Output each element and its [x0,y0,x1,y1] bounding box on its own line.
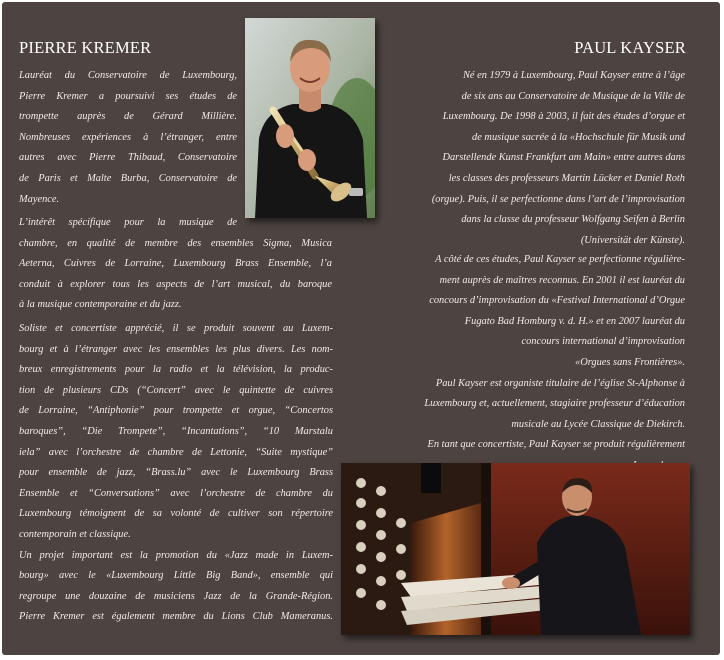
bio-line: (Universität der Künste). [580,234,685,246]
bio-line: Un projet important est la promotion du «Jazz made in Luxem- [19,549,333,561]
kayser-bio-paragraph-2 [355,250,685,497]
kremer-portrait-photo [245,18,375,218]
bio-line: Darstellende Kunst Frankfurt am Main» entre autres dans [442,152,685,164]
bio-line: dans la classe du professeur Wolfgang Seifen à Berlin [461,214,685,226]
bio-line: «Orgues sans Frontières». [575,356,685,368]
bio-line: ment auprès de maîtres reconnus. En 2001 il est lauréat du [439,274,685,286]
bio-line: contemporain et classique. [19,528,131,540]
bio-line: Nombreuses expériences à l’étranger, entre [19,131,237,143]
bio-line: En tant que concertiste, Paul Kayser se produit régulièrement [427,439,685,451]
bio-line: Luxembourg. De 1998 à 2003, il fait des études d’orgue et [442,111,685,123]
bio-line: (orgue). Puis, il se perfectionne dans l’art de l’improvisation [431,193,685,205]
bio-line: Pierre Kremer a poursuivi ses études de [19,90,237,102]
bio-line: Fugato Bad Homburg v. d. H.» et en 2007 lauréat du [464,315,685,327]
bio-line: Pierre Kremer est également membre du Lions Club Mameranus. [19,611,333,623]
bio-line: Luxembourg témoignent de sa volonté de cultiver son répertoire [19,508,333,520]
bio-line: bourg et à l’étranger avec les ensembles les plus divers. Les nom- [19,343,333,355]
bio-line: Mayence. [19,193,60,205]
bio-line: autres avec Pierre Thibaud, Conservatoire [19,152,237,164]
bio-line: iela” avec l’orchestre de chambre de Lettonie, “Suite mystique” [19,446,333,458]
bio-line: les classes des professeurs Martin Lücker et Daniel Roth [448,172,685,184]
bio-line: Lauréat du Conservatoire de Luxembourg, [19,70,237,81]
bio-line: L’intérêt spécifique pour la musique de [19,217,237,228]
kremer-bio-paragraph-3 [19,319,333,628]
kremer-name-heading: PIERRE KREMER [19,38,152,57]
bio-line: bourg» avec le «Luxembourg Little Big Band», ensemble qui [19,570,333,582]
bio-line: musicale au Lycée Classique de Diekirch. [511,418,685,430]
bio-line: A côté de ces études, Paul Kayser se perfectionne régulière- [435,254,685,265]
bio-line: de Paris et Malte Burba, Conservatoire de [19,172,237,184]
bio-line: de six ans au Conservatoire de Musique de la Ville de [461,90,685,102]
kremer-bio-paragraph-1 [19,66,237,210]
kremer-bio-paragraph-2 [19,213,332,316]
bio-line: trompette auprès de Gérard Millière. [19,111,237,123]
bio-line: de musique sacrée à la «Hochschule für Musik und [472,131,685,143]
bio-line: chambre, en qualité de membre des ensembles Sigma, Musica [19,237,332,249]
kayser-bio-paragraph-1 [365,66,685,251]
bio-line: Paul Kayser est organiste titulaire de l’église St-Alphonse à [435,377,685,389]
brochure-panel [2,2,720,655]
bio-line: à la musique contemporaine et du jazz. [19,299,182,311]
organist-illustration [341,463,690,635]
bio-line: pour ensemble de jazz, “Brass.lu” avec le Luxembourg Brass [19,467,333,479]
bio-line: regroupe une douzaine de musiciens Jazz de la Grande-Région. [19,590,333,602]
bio-line: Luxembourg et, actuellement, stagiaire professeur d’éducation [424,398,685,410]
kayser-name-heading: PAUL KAYSER [574,38,686,57]
trumpet-player-illustration [245,18,375,218]
bio-line: de Lorraine, “Antiphonie” pour trompette et orgue, “Concertos [19,405,333,417]
bio-line: conduit à explorer tous les aspects de l’art musical, du baroque [19,278,332,290]
bio-line: Né en 1979 à Luxembourg, Paul Kayser entre à l’âge [462,70,685,81]
bio-line: Soliste et concertiste apprécié, il se produit souvent au Luxem- [19,323,333,334]
kayser-organ-photo [341,463,690,635]
bio-line: tion de plusieurs CDs (“Concert” avec le quintette de cuivres [19,384,333,396]
bio-line: concours international d’improvisation [521,336,685,348]
bio-line: concours d’improvisation du «Festival International d’Orgue [429,295,685,307]
bio-line: breux enregistrements pour la radio et la télévision, la produc- [19,364,333,376]
bio-line: Ensemble et “Conversations” avec l’orchestre de chambre du [19,487,333,499]
bio-line: Aeterna, Cuivres de Lorraine, Luxembourg Brass Ensemble, l’a [19,258,332,270]
bio-line: baroques”, “Die Trompete”, “Incantations”, “10 Marstalu [19,425,333,437]
